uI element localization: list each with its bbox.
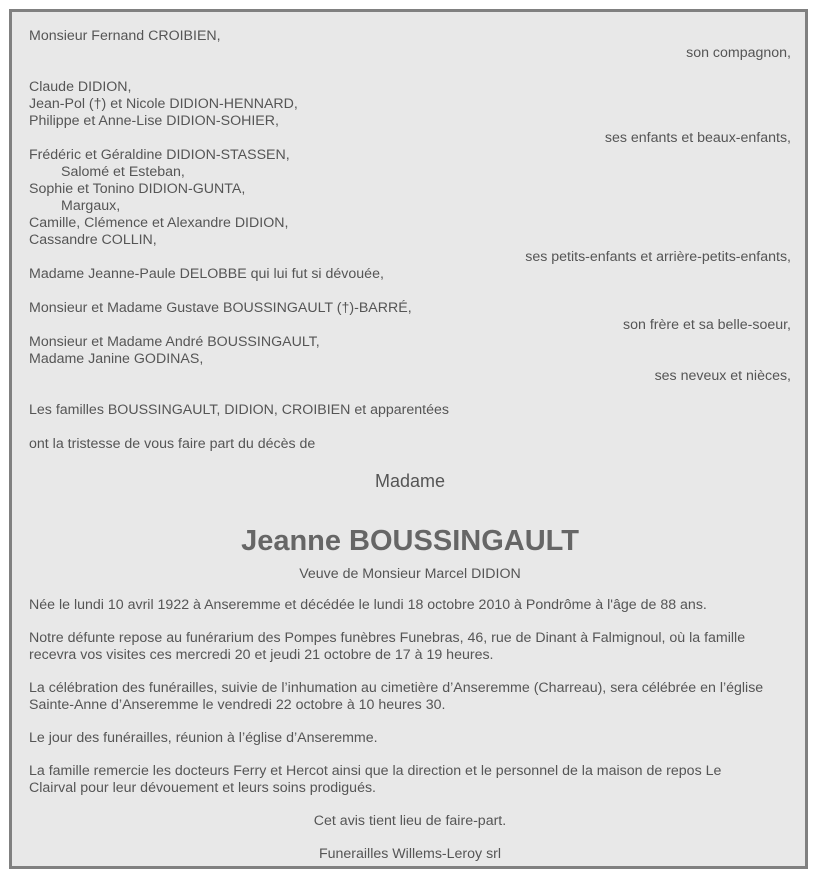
viewing-line: Notre défunte repose au funérarium des Pompes funèbres Funebras, 46, rue de Dinant à Falmignoul, où la famille — [29, 630, 746, 646]
family-line: Monsieur et Madame André BOUSSINGAULT, — [29, 334, 320, 350]
relation-label: ses enfants et beaux-enfants, — [604, 130, 791, 146]
family-line: Les familles BOUSSINGAULT, DIDION, CROIBIEN et apparentées — [29, 402, 449, 418]
family-line: Margaux, — [61, 198, 121, 214]
thanks-line: Clairval pour leur dévouement et leurs soins prodigués. — [29, 780, 376, 796]
family-line: Claude DIDION, — [29, 79, 132, 95]
family-line: Sophie et Tonino DIDION-GUNTA, — [29, 181, 246, 197]
thanks-line: La famille remercie les docteurs Ferry et Hercot ainsi que la direction et le personnel de la maison de repos Le — [29, 763, 722, 779]
relation-label: ses neveux et nièces, — [654, 368, 791, 384]
family-line: Madame Janine GODINAS, — [29, 351, 204, 367]
family-line: Salomé et Esteban, — [61, 164, 185, 180]
birth-death-paragraph: Née le lundi 10 avril 1922 à Anseremme et décédée le lundi 18 octobre 2010 à Pondrôme à l'âge de 88 ans. — [29, 597, 707, 613]
relation-label: son compagnon, — [686, 45, 791, 61]
announcement-line: ont la tristesse de vous faire part du décès de — [29, 436, 316, 452]
family-line: Frédéric et Géraldine DIDION-STASSEN, — [29, 147, 290, 163]
notice-line: Cet avis tient lieu de faire-part. — [313, 813, 507, 829]
viewing-paragraph — [29, 630, 791, 664]
spacer — [29, 419, 791, 436]
family-line: Madame Jeanne-Paule DELOBBE qui lui fut si dévouée, — [29, 266, 384, 282]
family-line: Monsieur Fernand CROIBIEN, — [29, 28, 221, 44]
relation-label: ses petits-enfants et arrière-petits-enfants, — [525, 249, 791, 265]
ceremony-paragraph — [29, 680, 791, 714]
funeral-home-name: Funerailles Willems-Leroy srl — [318, 846, 502, 862]
relation-label: son frère et sa belle-soeur, — [623, 317, 791, 333]
reunion-paragraph: Le jour des funérailles, réunion à l’église d’Anseremme. — [29, 730, 378, 746]
deceased-name: Jeanne BOUSSINGAULT — [241, 525, 579, 557]
ceremony-line: Sainte-Anne d’Anseremme le vendredi 22 octobre à 10 heures 30. — [29, 697, 446, 713]
widow-line: Veuve de Monsieur Marcel DIDION — [299, 566, 521, 582]
obituary-frame — [9, 9, 808, 869]
spacer — [29, 453, 791, 470]
deceased-title: Madame — [374, 471, 446, 491]
family-line: Cassandre COLLIN, — [29, 232, 157, 248]
spacer — [29, 283, 791, 300]
family-line: Philippe et Anne-Lise DIDION-SOHIER, — [29, 113, 279, 129]
viewing-line: recevra vos visites ces mercredi 20 et jeudi 21 octobre de 17 à 19 heures. — [29, 647, 494, 663]
thanks-paragraph — [29, 763, 791, 797]
spacer — [29, 62, 791, 79]
spacer — [29, 385, 791, 402]
family-line: Monsieur et Madame Gustave BOUSSINGAULT (†)-BARRÉ, — [29, 300, 412, 316]
family-line: Camille, Clémence et Alexandre DIDION, — [29, 215, 289, 231]
obituary-content — [29, 28, 791, 863]
family-line: Jean-Pol (†) et Nicole DIDION-HENNARD, — [29, 96, 298, 112]
ceremony-line: La célébration des funérailles, suivie de l’inhumation au cimetière d’Anseremme (Charreau), sera célébrée en l’église — [29, 680, 764, 696]
